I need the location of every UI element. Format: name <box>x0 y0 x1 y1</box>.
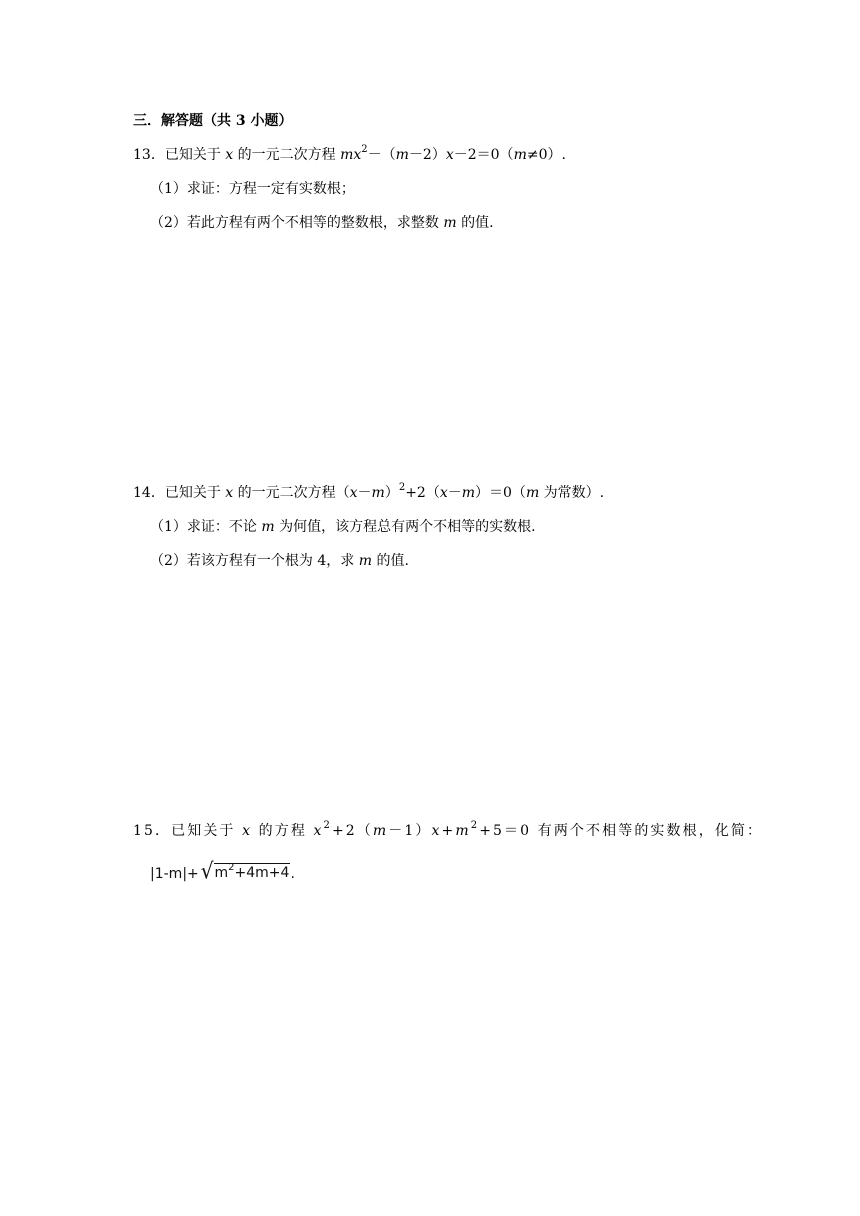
question-14-part-2: （2）若该方程有一个根为 4，求 m 的值. <box>150 553 409 569</box>
question-13-stem: 13．已知关于 x 的一元二次方程 $mx^2-(m-2)x-2=0(m\ne 0)$. <box>133 144 566 163</box>
section-title: 三．解答题（共 3 小题） <box>133 113 293 129</box>
question-14-stem: 14．已知关于 x 的一元二次方程$(x-m)^2+2(x-m)=0(m$ 为常数）. <box>133 482 605 501</box>
radicand: $m^2+4m+4$ <box>214 862 290 881</box>
question-13-part-2: （2）若此方程有两个不相等的整数根，求整数 m 的值. <box>150 215 494 231</box>
formula-abs-part: |1-m|+ <box>150 866 199 882</box>
question-14-part-1: （1）求证：不论 m 为何值，该方程总有两个不相等的实数根. <box>150 519 536 535</box>
question-13-part-1: （1）求证：方程一定有实数根； <box>150 181 355 197</box>
question-15-stem: 15．已知关于 x 的方程 $x^2+2(m-1)x+m^2+5=0$ 有两个不相等的实数根，化简： <box>133 820 764 839</box>
radical-sign-icon: √ <box>200 857 214 885</box>
question-15-formula: |1-m|+ √ $m^2+4m+4$ . <box>150 857 295 885</box>
